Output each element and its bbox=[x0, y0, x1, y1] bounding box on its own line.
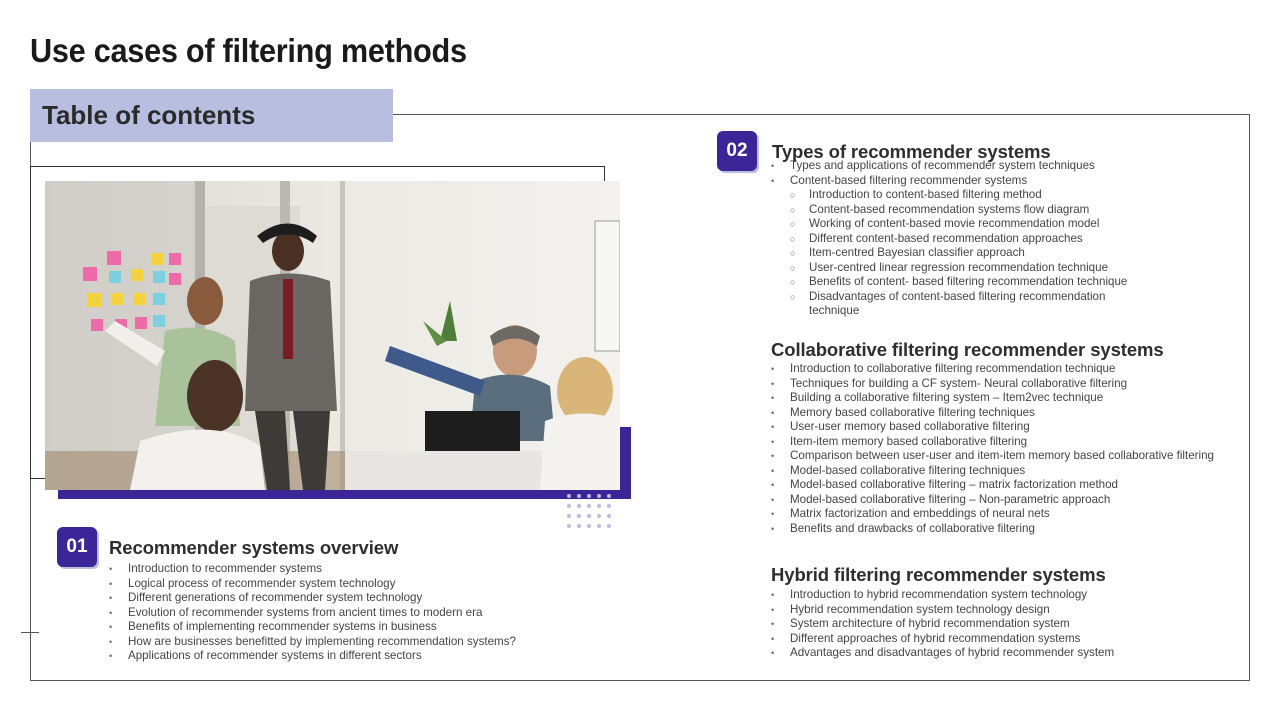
section-items bbox=[771, 159, 1127, 319]
list-item: • Memory based collaborative filtering techniques bbox=[771, 406, 1214, 421]
list-item: • Introduction to recommender systems bbox=[109, 562, 516, 577]
list-item: • Different generations of recommender system technology bbox=[109, 591, 516, 606]
section-items bbox=[771, 588, 1114, 661]
sub-list-item: ○ Content-based recommendation systems flow diagram bbox=[771, 203, 1127, 218]
section-title: Types of recommender systems bbox=[772, 141, 1051, 162]
list-item: • Techniques for building a CF system- Neural collaborative filtering bbox=[771, 377, 1214, 392]
list-item: • Advantages and disadvantages of hybrid recommender system bbox=[771, 646, 1114, 661]
sub-list-item: ○ Disadvantages of content-based filtering recommendation technique bbox=[771, 290, 1119, 319]
list-item: • Content-based filtering recommender systems bbox=[771, 174, 1127, 189]
sub-list-item: ○ Different content-based recommendation approaches bbox=[771, 232, 1127, 247]
list-item: • Benefits of implementing recommender systems in business bbox=[109, 620, 516, 635]
list-item: • Benefits and drawbacks of collaborative filtering bbox=[771, 522, 1214, 537]
decorative-dots bbox=[565, 492, 615, 536]
list-item: • Item-item memory based collaborative filtering bbox=[771, 435, 1214, 450]
list-item: • Evolution of recommender systems from ancient times to modern era bbox=[109, 606, 516, 621]
team-meeting-photo bbox=[45, 181, 620, 490]
list-item: • User-user memory based collaborative filtering bbox=[771, 420, 1214, 435]
section-title: Collaborative filtering recommender systems bbox=[771, 339, 1164, 360]
sub-list-item: ○ Introduction to content-based filtering method bbox=[771, 188, 1127, 203]
toc-heading: Table of contents bbox=[42, 100, 256, 130]
list-item: • Introduction to hybrid recommendation system technology bbox=[771, 588, 1114, 603]
section-number-badge: 02 bbox=[717, 131, 757, 171]
list-item: • Introduction to collaborative filtering recommendation technique bbox=[771, 362, 1214, 377]
sub-list-item: ○ Working of content-based movie recommendation model bbox=[771, 217, 1127, 232]
list-item: • How are businesses benefitted by implementing recommendation systems? bbox=[109, 635, 516, 650]
list-item: • Types and applications of recommender system techniques bbox=[771, 159, 1127, 174]
list-item: • Comparison between user-user and item-item memory based collaborative filtering bbox=[771, 449, 1214, 464]
list-item: • Hybrid recommendation system technology design bbox=[771, 603, 1114, 618]
list-item: • Model-based collaborative filtering techniques bbox=[771, 464, 1214, 479]
list-item: • Logical process of recommender system technology bbox=[109, 577, 516, 592]
list-item: • Matrix factorization and embeddings of neural nets bbox=[771, 507, 1214, 522]
sub-list-item: ○ Item-centred Bayesian classifier approach bbox=[771, 246, 1127, 261]
section-number-badge: 01 bbox=[57, 527, 97, 567]
sub-list-item: ○ Benefits of content- based filtering recommendation technique bbox=[771, 275, 1127, 290]
section-items bbox=[771, 362, 1214, 536]
sub-list-item: ○ User-centred linear regression recommendation technique bbox=[771, 261, 1127, 276]
list-item: • Different approaches of hybrid recommendation systems bbox=[771, 632, 1114, 647]
list-item: • System architecture of hybrid recommendation system bbox=[771, 617, 1114, 632]
list-item: • Applications of recommender systems in different sectors bbox=[109, 649, 516, 664]
list-item: • Building a collaborative filtering system – Item2vec technique bbox=[771, 391, 1214, 406]
list-item: • Model-based collaborative filtering – Non-parametric approach bbox=[771, 493, 1214, 508]
section-title: Recommender systems overview bbox=[109, 537, 399, 558]
page-title: Use cases of filtering methods bbox=[30, 32, 467, 69]
frame-tick bbox=[21, 632, 39, 633]
list-item: • Model-based collaborative filtering – matrix factorization method bbox=[771, 478, 1214, 493]
section-title: Hybrid filtering recommender systems bbox=[771, 564, 1106, 585]
section-items bbox=[109, 562, 516, 664]
